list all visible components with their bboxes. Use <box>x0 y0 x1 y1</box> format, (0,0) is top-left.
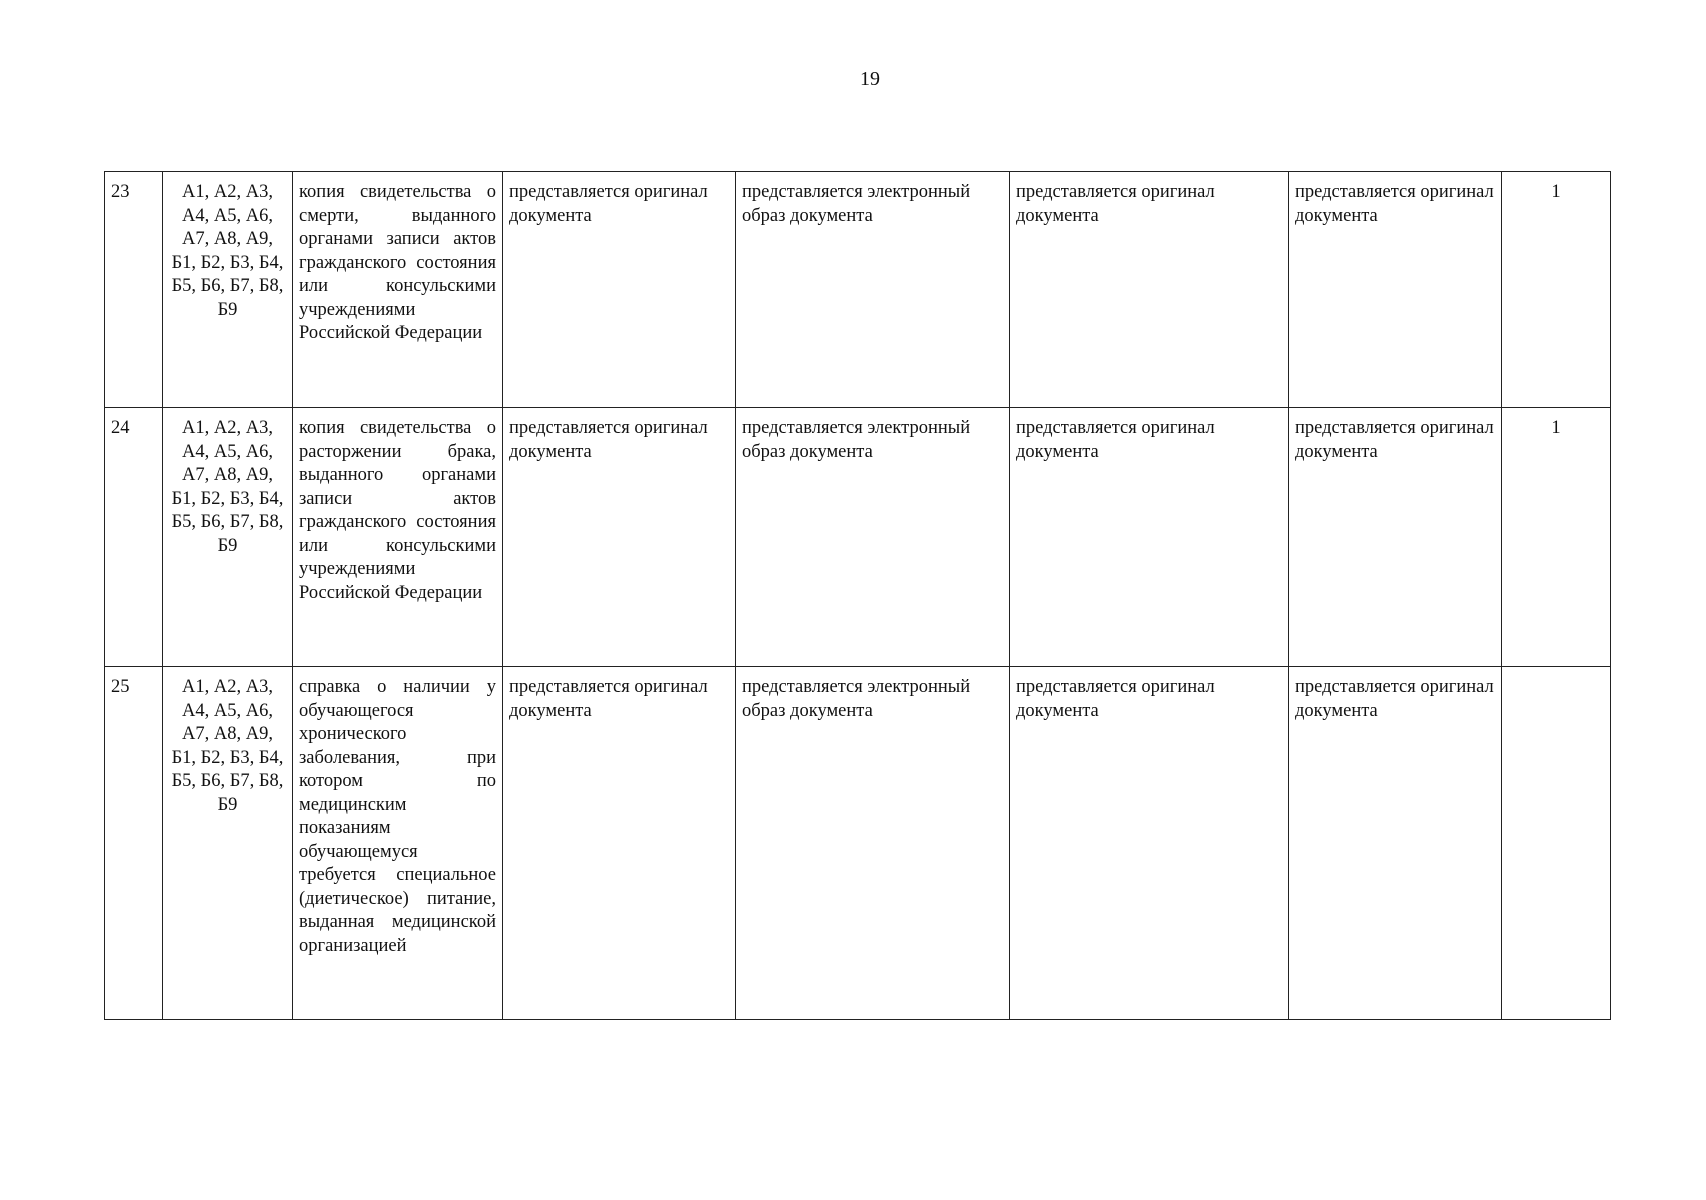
documents-table <box>104 171 1611 1020</box>
applicant-codes: А1, А2, А3, А4, А5, А6, А7, А8, А9, Б1, Б2, Б3, Б4, Б5, Б6, Б7, Б8, Б9 <box>163 172 293 408</box>
submission-mode-cell: представляется оригинал документа <box>1010 172 1289 408</box>
submission-mode-cell: представляется оригинал документа <box>503 408 736 667</box>
table-row <box>105 408 1611 667</box>
row-number: 25 <box>105 667 163 1020</box>
document-description: справка о наличии у обучающегося хронического заболевания, при котором по медицинским показаниям обучающемуся требуется специальное (диетическое) питание, выданная медицинской организацией <box>293 667 503 1020</box>
submission-mode-cell: представляется электронный образ документа <box>736 408 1010 667</box>
document-description: копия свидетельства о смерти, выданного органами записи актов гражданского состояния или консульскими учреждениями Российской Федерации <box>293 172 503 408</box>
copies-count <box>1502 667 1611 1020</box>
submission-mode-cell: представляется оригинал документа <box>1289 667 1502 1020</box>
submission-mode-cell: представляется оригинал документа <box>1289 172 1502 408</box>
copies-count: 1 <box>1502 408 1611 667</box>
table-row <box>105 172 1611 408</box>
copies-count: 1 <box>1502 172 1611 408</box>
row-number: 23 <box>105 172 163 408</box>
submission-mode-cell: представляется электронный образ документа <box>736 172 1010 408</box>
applicant-codes: А1, А2, А3, А4, А5, А6, А7, А8, А9, Б1, Б2, Б3, Б4, Б5, Б6, Б7, Б8, Б9 <box>163 408 293 667</box>
applicant-codes: А1, А2, А3, А4, А5, А6, А7, А8, А9, Б1, Б2, Б3, Б4, Б5, Б6, Б7, Б8, Б9 <box>163 667 293 1020</box>
submission-mode-cell: представляется оригинал документа <box>503 667 736 1020</box>
page-number: 19 <box>860 68 880 90</box>
document-description: копия свидетельства о расторжении брака, выданного органами записи актов гражданского состояния или консульскими учреждениями Российской Федерации <box>293 408 503 667</box>
submission-mode-cell: представляется электронный образ документа <box>736 667 1010 1020</box>
submission-mode-cell: представляется оригинал документа <box>1010 667 1289 1020</box>
row-number: 24 <box>105 408 163 667</box>
submission-mode-cell: представляется оригинал документа <box>503 172 736 408</box>
submission-mode-cell: представляется оригинал документа <box>1010 408 1289 667</box>
submission-mode-cell: представляется оригинал документа <box>1289 408 1502 667</box>
table-row <box>105 667 1611 1020</box>
